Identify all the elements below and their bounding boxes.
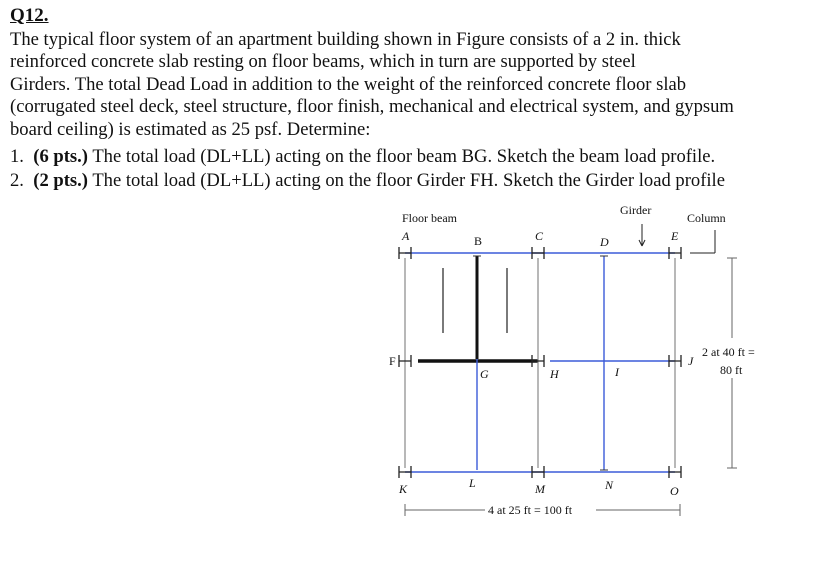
column-symbol-c <box>532 247 544 259</box>
paragraph-line: Girders. The total Dead Load in addition to the weight of the reinforced concrete floor slab <box>10 73 687 95</box>
paragraph-line: (corrugated steel deck, steel structure, floor finish, mechanical and electrical system, and gypsum <box>10 96 734 118</box>
node-d: D <box>600 235 609 249</box>
paragraph-line: board ceiling) is estimated as 25 psf. Determine: <box>10 118 371 140</box>
node-b: B <box>474 234 483 248</box>
label-vertical-dim-1: 2 at 40 ft = <box>702 345 755 359</box>
question-number: Q12. <box>10 5 49 26</box>
column-symbol-a <box>399 247 411 259</box>
node-g: G <box>480 367 489 381</box>
node-e: E <box>671 229 679 243</box>
label-horizontal-dim: 4 at 25 ft = 100 ft <box>488 503 573 517</box>
label-floor-beam: Floor beam <box>402 211 457 225</box>
task-points: (6 pts.) <box>33 146 88 167</box>
node-a: A <box>402 229 410 243</box>
task-1 <box>10 146 715 168</box>
paragraph-line: The typical floor system of an apartment building shown in Figure consists of a 2 in. thick <box>10 29 681 50</box>
node-c: C <box>535 229 544 243</box>
task-points: (2 pts.) <box>33 170 88 191</box>
label-girder: Girder <box>620 203 652 217</box>
node-o: O <box>670 484 679 498</box>
node-l: L <box>469 476 476 490</box>
label-vertical-dim-2: 80 ft <box>720 363 743 377</box>
label-column: Column <box>687 211 726 225</box>
node-k: K <box>399 482 408 496</box>
node-f: F <box>389 354 396 368</box>
floor-plan-figure <box>370 198 770 528</box>
paragraph-line: reinforced concrete slab resting on floor beams, which in turn are supported by steel <box>10 51 636 73</box>
floor-plan-svg <box>370 198 770 528</box>
node-i: I <box>615 365 619 379</box>
task-number: 2. <box>10 170 24 191</box>
task-2 <box>10 170 725 192</box>
task-number: 1. <box>10 146 24 167</box>
question-paragraph <box>10 29 810 141</box>
node-h: H <box>550 367 559 381</box>
task-text: The total load (DL+LL) acting on the floor Girder FH. Sketch the Girder load profile <box>92 170 725 191</box>
column-symbol-e <box>669 247 681 259</box>
node-j: J <box>688 354 694 368</box>
node-n: N <box>605 478 614 492</box>
task-text: The total load (DL+LL) acting on the floor beam BG. Sketch the beam load profile. <box>92 146 716 167</box>
node-m: M <box>535 482 545 496</box>
